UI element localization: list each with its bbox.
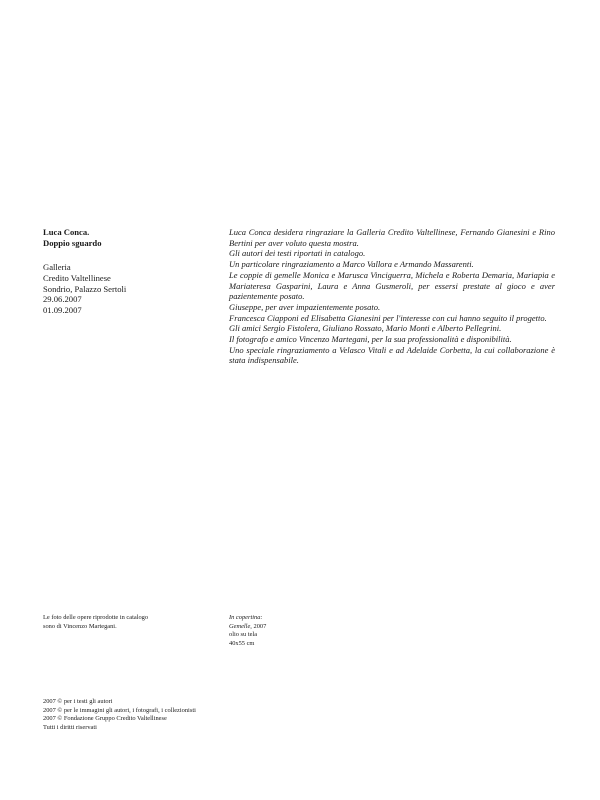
exhibition-title: Doppio sguardo <box>43 238 102 249</box>
cover-artwork-title: Gemelle <box>229 622 251 630</box>
photo-credit-line: sono di Vincenzo Martegani. <box>43 622 117 630</box>
photo-credit <box>43 614 213 631</box>
ack-paragraph: Uno speciale ringraziamento a Velasco Vitali e ad Adelaide Corbetta, la cui collaborazione è stata indispensabile. <box>229 344 555 366</box>
catalogue-title <box>43 227 213 249</box>
copyright-line: 2007 © Fondazione Gruppo Credito Valtellinese <box>43 715 167 723</box>
copyright-notice <box>43 698 303 732</box>
venue-line: Credito Valtellinese <box>43 272 111 283</box>
ack-paragraph: Il fotografo e amico Vincenzo Martegani, per la sua professionalità e disponibilità. <box>229 334 512 345</box>
start-date: 29.06.2007 <box>43 294 82 305</box>
photo-credit-line: Le foto delle opere riprodotte in catalogo <box>43 614 149 621</box>
acknowledgements <box>229 227 555 366</box>
cover-size: 40x55 cm <box>229 639 255 647</box>
ack-paragraph: Un particolare ringraziamento a Marco Vallora e Armando Massarenti. <box>229 259 474 270</box>
cover-heading: In copertina: <box>229 614 263 621</box>
cover-artwork-year: , 2007 <box>250 622 267 630</box>
ack-paragraph: Gli autori dei testi riportati in catalogo. <box>229 248 366 259</box>
copyright-line: 2007 © per i testi gli autori <box>43 698 113 705</box>
ack-paragraph: Giuseppe, per aver impazientemente posato. <box>229 301 381 312</box>
venue-location: Sondrio, Palazzo Sertoli <box>43 283 127 294</box>
cover-medium: olio su tela <box>229 631 258 639</box>
end-date: 01.09.2007 <box>43 305 82 316</box>
cover-artwork <box>229 623 349 632</box>
ack-paragraph: Gli amici Sergio Fistolera, Giuliano Rossato, Mario Monti e Alberto Pellegrini. <box>229 323 502 334</box>
cover-info <box>229 614 349 648</box>
exhibition-info <box>43 262 213 316</box>
copyright-line: 2007 © per le immagini gli autori, i fotografi, i collezionisti <box>43 706 196 714</box>
ack-paragraph: Luca Conca desidera ringraziare la Galleria Credito Valtellinese, Fernando Gianesini e Rino Bertini per aver voluto questa mostra. <box>229 227 555 248</box>
ack-paragraph: Le coppie di gemelle Monica e Marusca Vinciguerra, Michela e Roberta Demaria, Mariapia e Mariateresa Gasparini, Laura e Anna Gusmeroli, per essersi prestate al gioco e aver pazientemente posato. <box>229 269 555 302</box>
rights-reserved: Tutti i diritti riservati <box>43 723 97 731</box>
ack-paragraph: Francesca Ciapponi ed Elisabetta Gianesini per l'interesse con cui hanno seguito il progetto. <box>229 312 547 323</box>
venue-line: Galleria <box>43 262 71 272</box>
author-name: Luca Conca. <box>43 227 90 237</box>
